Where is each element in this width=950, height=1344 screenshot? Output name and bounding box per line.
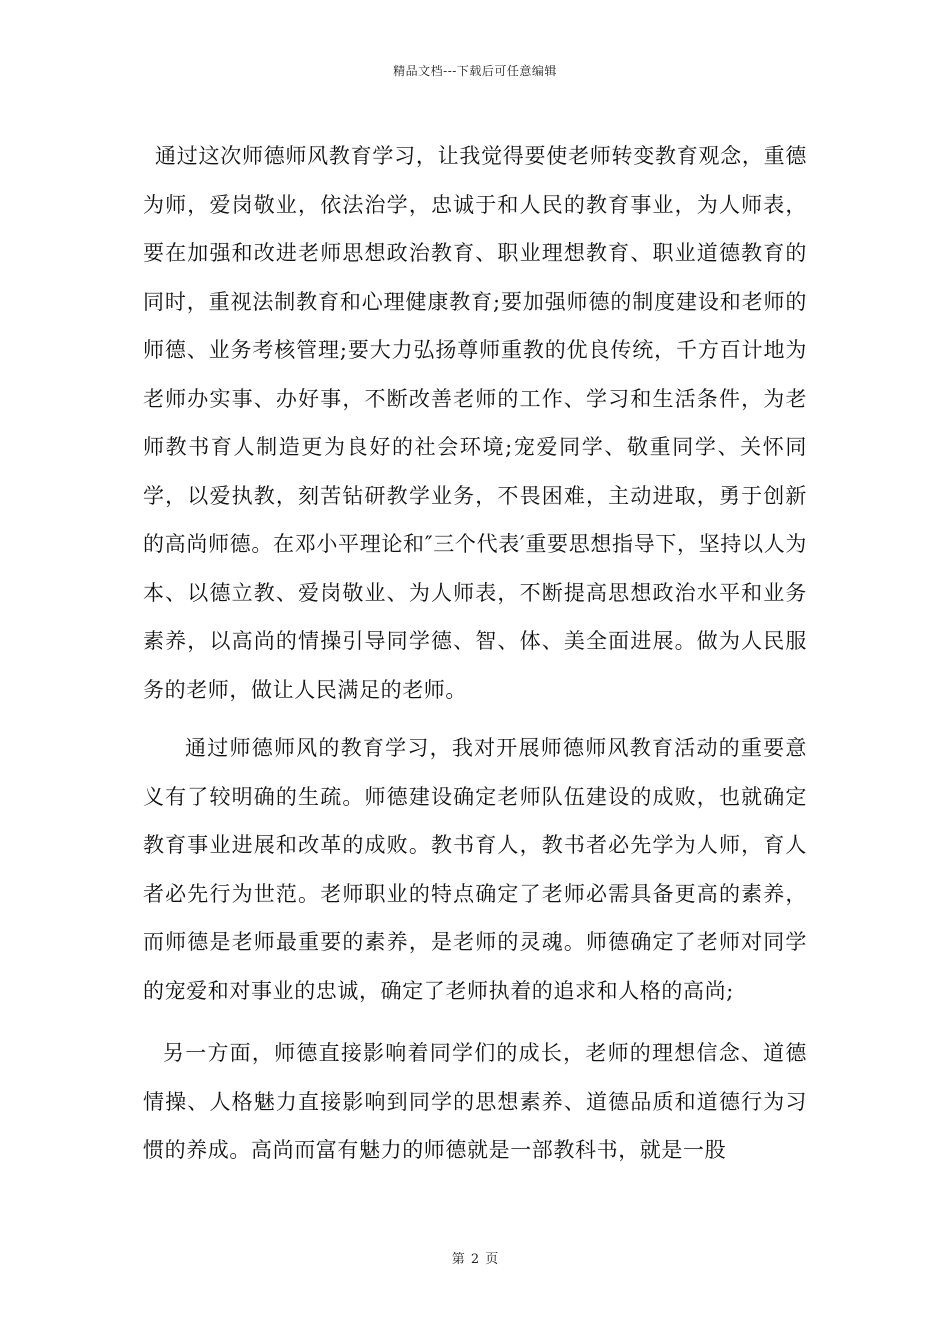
paragraph-2: 通过师德师风的教育学习，我对开展师德师风教育活动的重要意义有了较明确的生疏。师德建设确定老师队伍建设的成败，也就确定教育事业进展和改革的成败。教书育人，教书者必先学为人师，育人者必先行为世范。老师职业的特点确定了老师必需具备更高的素养，而师德是老师最重要的素养，是老师的灵魂。师德确定了老师对同学的宠爱和对事业的忠诚，确定了老师执着的追求和人格的高尚;: [143, 736, 807, 1003]
paragraph-3: 另一方面，师德直接影响着同学们的成长，老师的理想信念、道德情操、人格魅力直接影响到同学的思想素养、道德品质和道德行为习惯的养成。高尚而富有魅力的师德就是一部教科书，就是一股: [143, 1041, 807, 1162]
page-number: 第 2 页: [451, 1252, 499, 1267]
page-header: 精品文档---下载后可任意编辑: [393, 64, 557, 78]
paragraph-1: 通过这次师德师风教育学习，让我觉得要使老师转变教育观念，重德为师，爱岗敬业，依法治学，忠诚于和人民的教育事业，为人师表，要在加强和改进老师思想政治教育、职业理想教育、职业道德教育的同时，重视法制教育和心理健康教育;要加强师德的制度建设和老师的师德、业务考核管理;要大力弘扬尊师重教的优良传统，千方百计地为老师办实事、办好事，不断改善老师的工作、学习和生活条件，为老师教书育人制造更为良好的社会环境;宠爱同学、敬重同学、关怀同学，以爱执教，刻苦钻研教学业务，不畏困难，主动进取，勇于创新的高尚师德。在邓小平理论和″三个代表′重要思想指导下，坚持以人为本、以德立教、爱岗敬业、为人师表，不断提高思想政治水平和业务素养，以高尚的情操引导同学德、智、体、美全面进展。做为人民服务的老师，做让人民满足的老师。: [143, 144, 807, 702]
document-body: [143, 132, 807, 1175]
